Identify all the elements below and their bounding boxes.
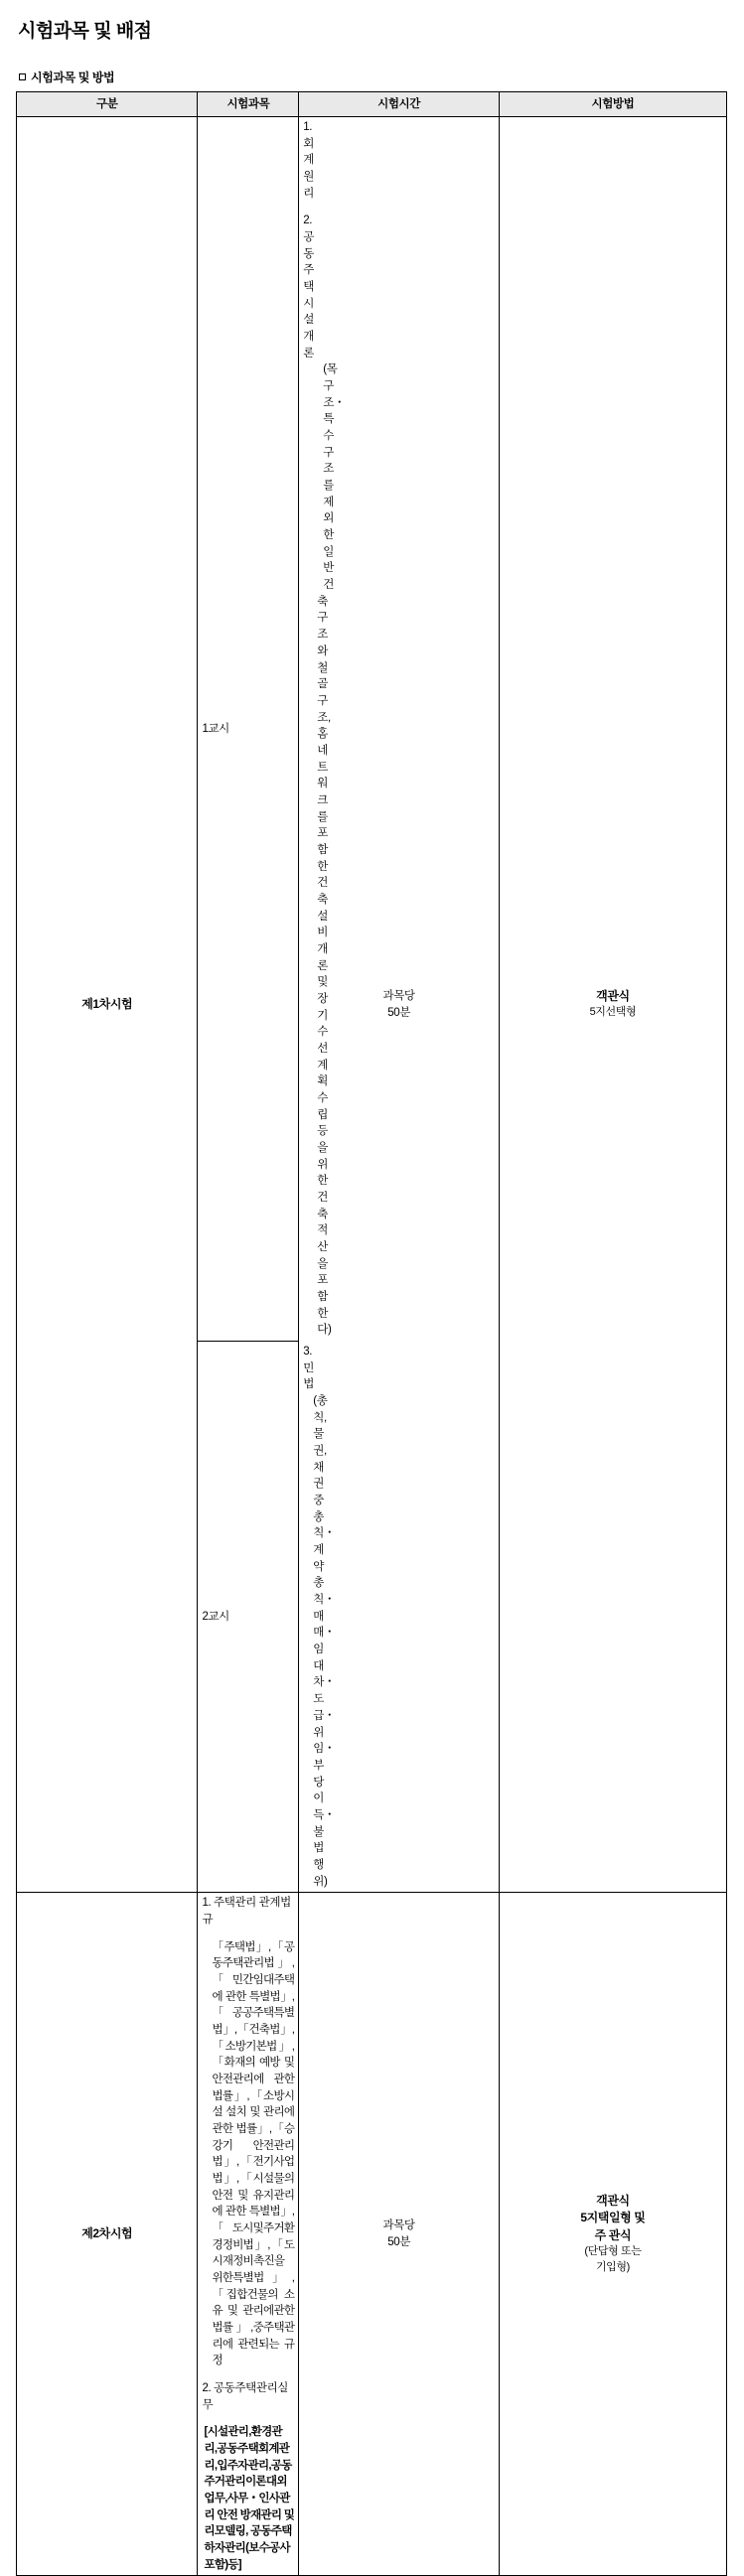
subject-line: 를 포함한 건축 설비 개론 (317, 810, 328, 972)
subject-line: 축구조와 철골구조, 홈 네트워크 (317, 595, 331, 806)
method-main: 객관식 (596, 988, 630, 1003)
table-row: 2교시 3. 민법 (총칙, 물권, 채권 중 총칙・계약총 칙・매매・임대차・도급・ 위임・부당이득・불법행위) (17, 1342, 727, 1893)
subject-line: 칙・매매・임대차・도급・ (313, 1594, 336, 1722)
method-sub-line: 기입형) (595, 2260, 630, 2273)
cell-method-2 (499, 1893, 726, 2576)
subject-line: 및 장기수선계획수립등을 위한건축 (317, 976, 328, 1220)
practice-scope-text: [시설관리,환경관리,공동주택회계관리,입주자관리,공동주거관리이론대외업무,사무・인사관리 안전 방재관리 및 리모델링, 공동주택 하자관리(보수공사 포함)등] (204, 2426, 295, 2571)
method-sub-line: 5지택일형 및 (580, 2211, 646, 2225)
subject-line: (목구조・특수구조를 제외한 일반건 (323, 363, 346, 592)
subject-line: 적산을 포함한다) (317, 1224, 332, 1337)
spacer (202, 2413, 294, 2424)
cell-time-2 (299, 1893, 500, 2576)
method-main: 객관식 (596, 2193, 630, 2208)
page-title: 시험과목 및 배점 (18, 21, 152, 42)
cell-method-1 (499, 117, 726, 1893)
method-sub: 5지선택형 (589, 1006, 637, 1019)
empty-square-icon (19, 73, 26, 80)
cell-gubun-2: 제2차시험 (17, 1893, 198, 2576)
subject-title-2: 2. 공동주택관리실무 (202, 2382, 289, 2411)
law-list-text: 「주택법」,「공동주택관리법」,「민간임대주택에 관한 특별법」,「공공주택특별법」,「건축법」,「소방기본법」,「화재의 예방 및 안전관리에 관한 법률」,「소방시설 설치 및 관리에 관한 법률」,「승강기 안전관리법」,「전기사업법」,「시설물의 안전 및 유지관리에 관한 특별법」,「도시및주거환경정비법」,「도시재정비촉진을위한특별법」,「집합건물의 소유 및 관리에관한 법률」,중주택관리에 관련되는 규정 (212, 1940, 295, 2367)
header-subject: 시험과목 (198, 92, 299, 117)
table-header-row (17, 92, 727, 117)
section-label (19, 69, 730, 85)
subject-title-1: 1. 주택관리 관계법규 (202, 1897, 291, 1926)
cell-period-label-2: 2교시 (198, 1342, 299, 1893)
table-row: 제1차시험 1교시 1. 회계원리 2. 공동주택시설개론 (목구조・특수구조를 제외한 일반건 축구조와 철골구조, 홈 네트워크 를 포함한 건축 설비 개론 및 장기수선계획수립등을 위한건축 적산을 포함한다) 과목당 50분 객관식 5지선택형 (17, 117, 727, 1342)
header-method: 시험방법 (499, 92, 726, 117)
table-row (17, 1893, 727, 2576)
time-line: 과목당 (382, 2219, 415, 2232)
header-time: 시험시간 (299, 92, 500, 117)
cell-subject-3 (198, 1893, 299, 2576)
exam-subjects-table (16, 91, 727, 2576)
spacer (202, 1929, 294, 1939)
table-header (17, 92, 727, 117)
method-sub-line: 주 관식 (594, 2227, 632, 2242)
method-sub-line: (단답형 또는 (584, 2244, 642, 2257)
subject-line: (총칙, 물권, 채권 중 총칙・계약총 (313, 1395, 336, 1590)
subject-line: 위임・부당이득・불법행위) (313, 1726, 336, 1888)
cell-gubun-1: 제1차시험 (17, 117, 198, 1893)
time-line: 50분 (387, 2235, 410, 2248)
time-line: 과목당 (382, 989, 415, 1002)
section-label-text: 시험과목 및 방법 (31, 71, 115, 84)
spacer (202, 2369, 294, 2380)
header-gubun: 구분 (17, 92, 198, 117)
time-line: 50분 (387, 1006, 410, 1019)
cell-period-label-1: 1교시 (198, 117, 299, 1342)
